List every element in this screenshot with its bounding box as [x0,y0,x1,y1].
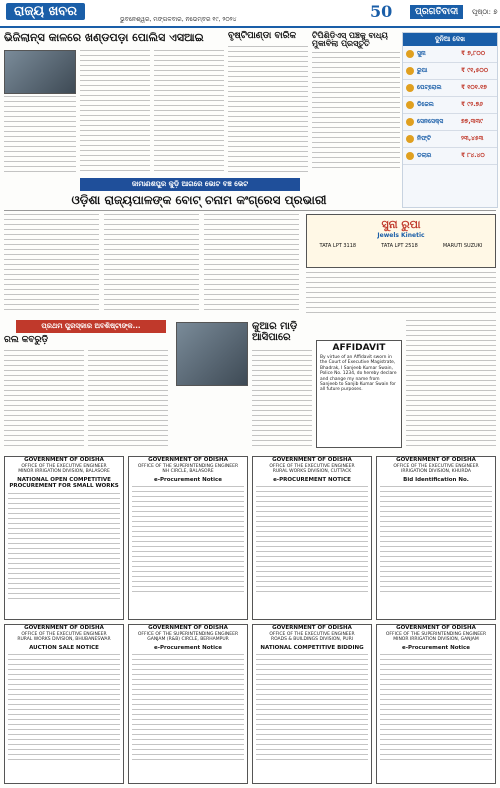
story-5-text-a [4,214,99,314]
ad-rate-3: MARUTI SUZUKI [442,243,483,249]
story-5-text-c [204,214,299,314]
coin-icon [406,152,414,160]
market-rate-label: ନିଫ୍ଟି [417,135,432,142]
story-1-headline: ଭିଜିଲାନ୍ସ କାଳରେ ଖଣ୍ଡପଡ଼ା ପୋଲିସ ଏସଆଇ [4,31,204,44]
notice-3-text [256,486,368,596]
market-rate-label: ଡଲାର [417,152,432,159]
market-rates-panel [402,32,498,208]
notice-2 [128,456,248,620]
notice-5-title: AUCTION SALE NOTICE [29,644,99,651]
market-rate-row [403,80,497,97]
notice-7-title: NATIONAL COMPETITIVE BIDDING [260,644,364,651]
notice-5-text [8,654,120,760]
market-rate-value: ₹ ୯୧,୫୦୦ [461,67,489,74]
story-6-text-a [4,350,84,450]
market-rate-value: ₹ ୧୦୧.୧୭ [461,84,487,91]
story-6-photo [176,322,248,386]
story-6-banner: ପ୍ରଥମ ପୁରସ୍କାର ଅବଶିଷ୍ଟାଙ୍କ... [16,320,166,333]
story-5-headline: ଓଡ଼ିଶା ରାଜ୍ୟପାଳଙ୍କ ବୋଟ୍ ଚନାମ କଂଗ୍ରେସ ପ୍ରଭାରୀ [71,193,327,207]
market-rate-row [403,114,497,131]
notice-3-sub: OFFICE OF THE EXECUTIVE ENGINEER RURAL WORKS DIVISION, CUTTACK [269,463,355,474]
ad-rate-2: TATA LPT 2518 [381,243,418,249]
affidavit-text: By virtue of an Affidavit sworn in the Court of Executive Magistrate, Bhadrak, I Sanjeeb Kumar Swain, Police No. 1234, do hereby declare and change my name from Sanjeeb to Sanjib Kumar Swain for all future purposes. [320,355,397,393]
story-7-text [252,350,312,450]
market-rate-label: ପେଟ୍ରୋଲ [417,84,442,91]
notice-6-text [132,654,244,760]
affidavit-title: AFFIDAVIT [332,343,386,353]
market-rate-label: ସେନସେକ୍ସ [417,118,444,125]
market-rates-list [403,46,497,165]
notice-1-title: NATIONAL OPEN COMPETITIVE PROCUREMENT FOR SMALL WORKS [9,476,119,489]
notice-2-text [132,486,244,596]
story-3-text [312,52,400,172]
notice-3 [252,456,372,620]
market-rate-row [403,63,497,80]
market-rate-row [403,148,497,165]
masthead [0,0,500,28]
notice-8-title: e-Procurement Notice [402,644,470,651]
notice-7-sub: OFFICE OF THE EXECUTIVE ENGINEER ROADS & BUILDINGS DIVISION, PURI [269,631,355,642]
coin-icon [406,101,414,109]
brand-logo: ପ୍ରଗତିବାଦୀ [410,5,463,19]
story-1-text-c [154,50,224,174]
notice-1 [4,456,124,620]
coin-icon [406,50,414,58]
notice-1-sub: OFFICE OF THE EXECUTIVE ENGINEER MINOR IRRIGATION DIVISION, BALASORE [18,463,110,474]
notice-3-title: e-PROCUREMENT NOTICE [273,476,351,483]
story-1-text [80,50,150,174]
market-rate-value: ୭୭,୩୩୯ [461,118,484,125]
ad-company: Jewels Kinetic [377,232,425,239]
notice-5 [4,624,124,784]
market-rate-value: ₹ ୭,୮୦୦ [461,50,486,57]
market-rate-label: ଡିଜେଲ [417,101,434,108]
notice-5-head: GOVERNMENT OF ODISHA [24,625,104,631]
anniversary-logo: 50 [370,2,393,21]
affidavit-box [316,340,402,448]
notice-8-sub: OFFICE OF THE SUPERINTENDING ENGINEER MINOR IRRIGATION DIVISION, GANJAM [385,631,487,642]
story-1-text-b [4,96,76,174]
notice-4-text [380,486,492,596]
story-2-text [228,46,308,174]
notice-text-far-right [406,320,496,448]
story-5-text-b [104,214,199,314]
section-title: ରାଜ୍ୟ ଖବର [6,3,85,20]
coin-icon [406,84,414,92]
jewellery-ad [306,214,496,268]
notice-2-title: e-Procurement Notice [154,476,222,483]
notice-8-text [380,654,492,760]
notice-2-head: GOVERNMENT OF ODISHA [148,457,228,463]
market-rates-title: ଦୁନିଆ ଦେଖ [403,33,497,46]
story-3-headline: ଟିପିଶିଡ଼ିଏସ୍ ପଞ୍ଚକୁ ବାଧ୍ୟ ମୁକାବିଲା ପ୍ରସ୍ତୁତି [312,31,388,49]
notice-7-text [256,654,368,760]
notice-4 [376,456,496,620]
market-rate-row [403,97,497,114]
notice-1-text [8,493,120,603]
notice-6-head: GOVERNMENT OF ODISHA [148,625,228,631]
market-rate-value: ₹ ୮୪.୪୦ [461,152,485,159]
ad-title: ସୁନା ରୁପା [381,218,421,231]
market-rate-row [403,131,497,148]
notice-2-sub: OFFICE OF THE SUPERINTENDING ENGINEER NH CIRCLE, BALASORE [137,463,239,474]
market-rate-row [403,46,497,63]
notice-6-sub: OFFICE OF THE SUPERINTENDING ENGINEER GANJAM (R&B) CIRCLE, BERHAMPUR [137,631,239,642]
notice-6-title: e-Procurement Notice [154,644,222,651]
notice-5-sub: OFFICE OF THE EXECUTIVE ENGINEER RURAL WORKS DIVISION, BHUBANESWAR [17,631,111,642]
date-line: ଭୁବନେଶ୍ୱର, ମଙ୍ଗଳବାର, ନଭେମ୍ବର ୧୯, ୨୦୨୪ [120,16,237,23]
story-6-text-b [88,350,168,450]
market-rate-label: ସୁନା [417,50,426,57]
notice-7-head: GOVERNMENT OF ODISHA [272,625,352,631]
story-1-photo [4,50,76,94]
story-2-headline: ବୃଷ୍ଟିପାଣ୍ଡା ବାରିକ [228,31,297,41]
notice-7 [252,624,372,784]
notice-3-head: GOVERNMENT OF ODISHA [272,457,352,463]
notice-8-head: GOVERNMENT OF ODISHA [396,625,476,631]
notice-4-head: GOVERNMENT OF ODISHA [396,457,476,463]
notice-4-sub: OFFICE OF THE EXECUTIVE ENGINEER IRRIGATION DIVISION, KHURDA [393,463,479,474]
notice-6 [128,624,248,784]
story-7-headline: କୁଆର ମାଡ଼ି ଆସିପାରେ [252,321,298,343]
coin-icon [406,118,414,126]
story-8-headline: ରଲ କବରୁଡ଼ି [4,335,49,345]
notice-4-title: Bid Identification No. [403,476,469,483]
notice-8 [376,624,496,784]
notice-1-head: GOVERNMENT OF ODISHA [24,457,104,463]
story-4-banner: ଜାମାଣଶପୁର କୁଡ଼ି ଆଗରେ ଭୋଟ ବଞ୍ଚ ଭେଟ [80,178,300,191]
market-rate-value: ୨୩,୪୫୩ [461,135,484,142]
market-rate-value: ₹ ୯୨.୭୬ [461,101,483,108]
divider [4,210,496,211]
coin-icon [406,135,414,143]
ad-rates [307,243,495,249]
notice-text-right [306,272,496,314]
ad-rate-1: TATA LPT 3118 [319,243,357,249]
market-rate-label: ରୁପା [417,67,428,74]
page-number: ପୃଷ୍ଠା: ୭ [472,8,498,16]
coin-icon [406,67,414,75]
